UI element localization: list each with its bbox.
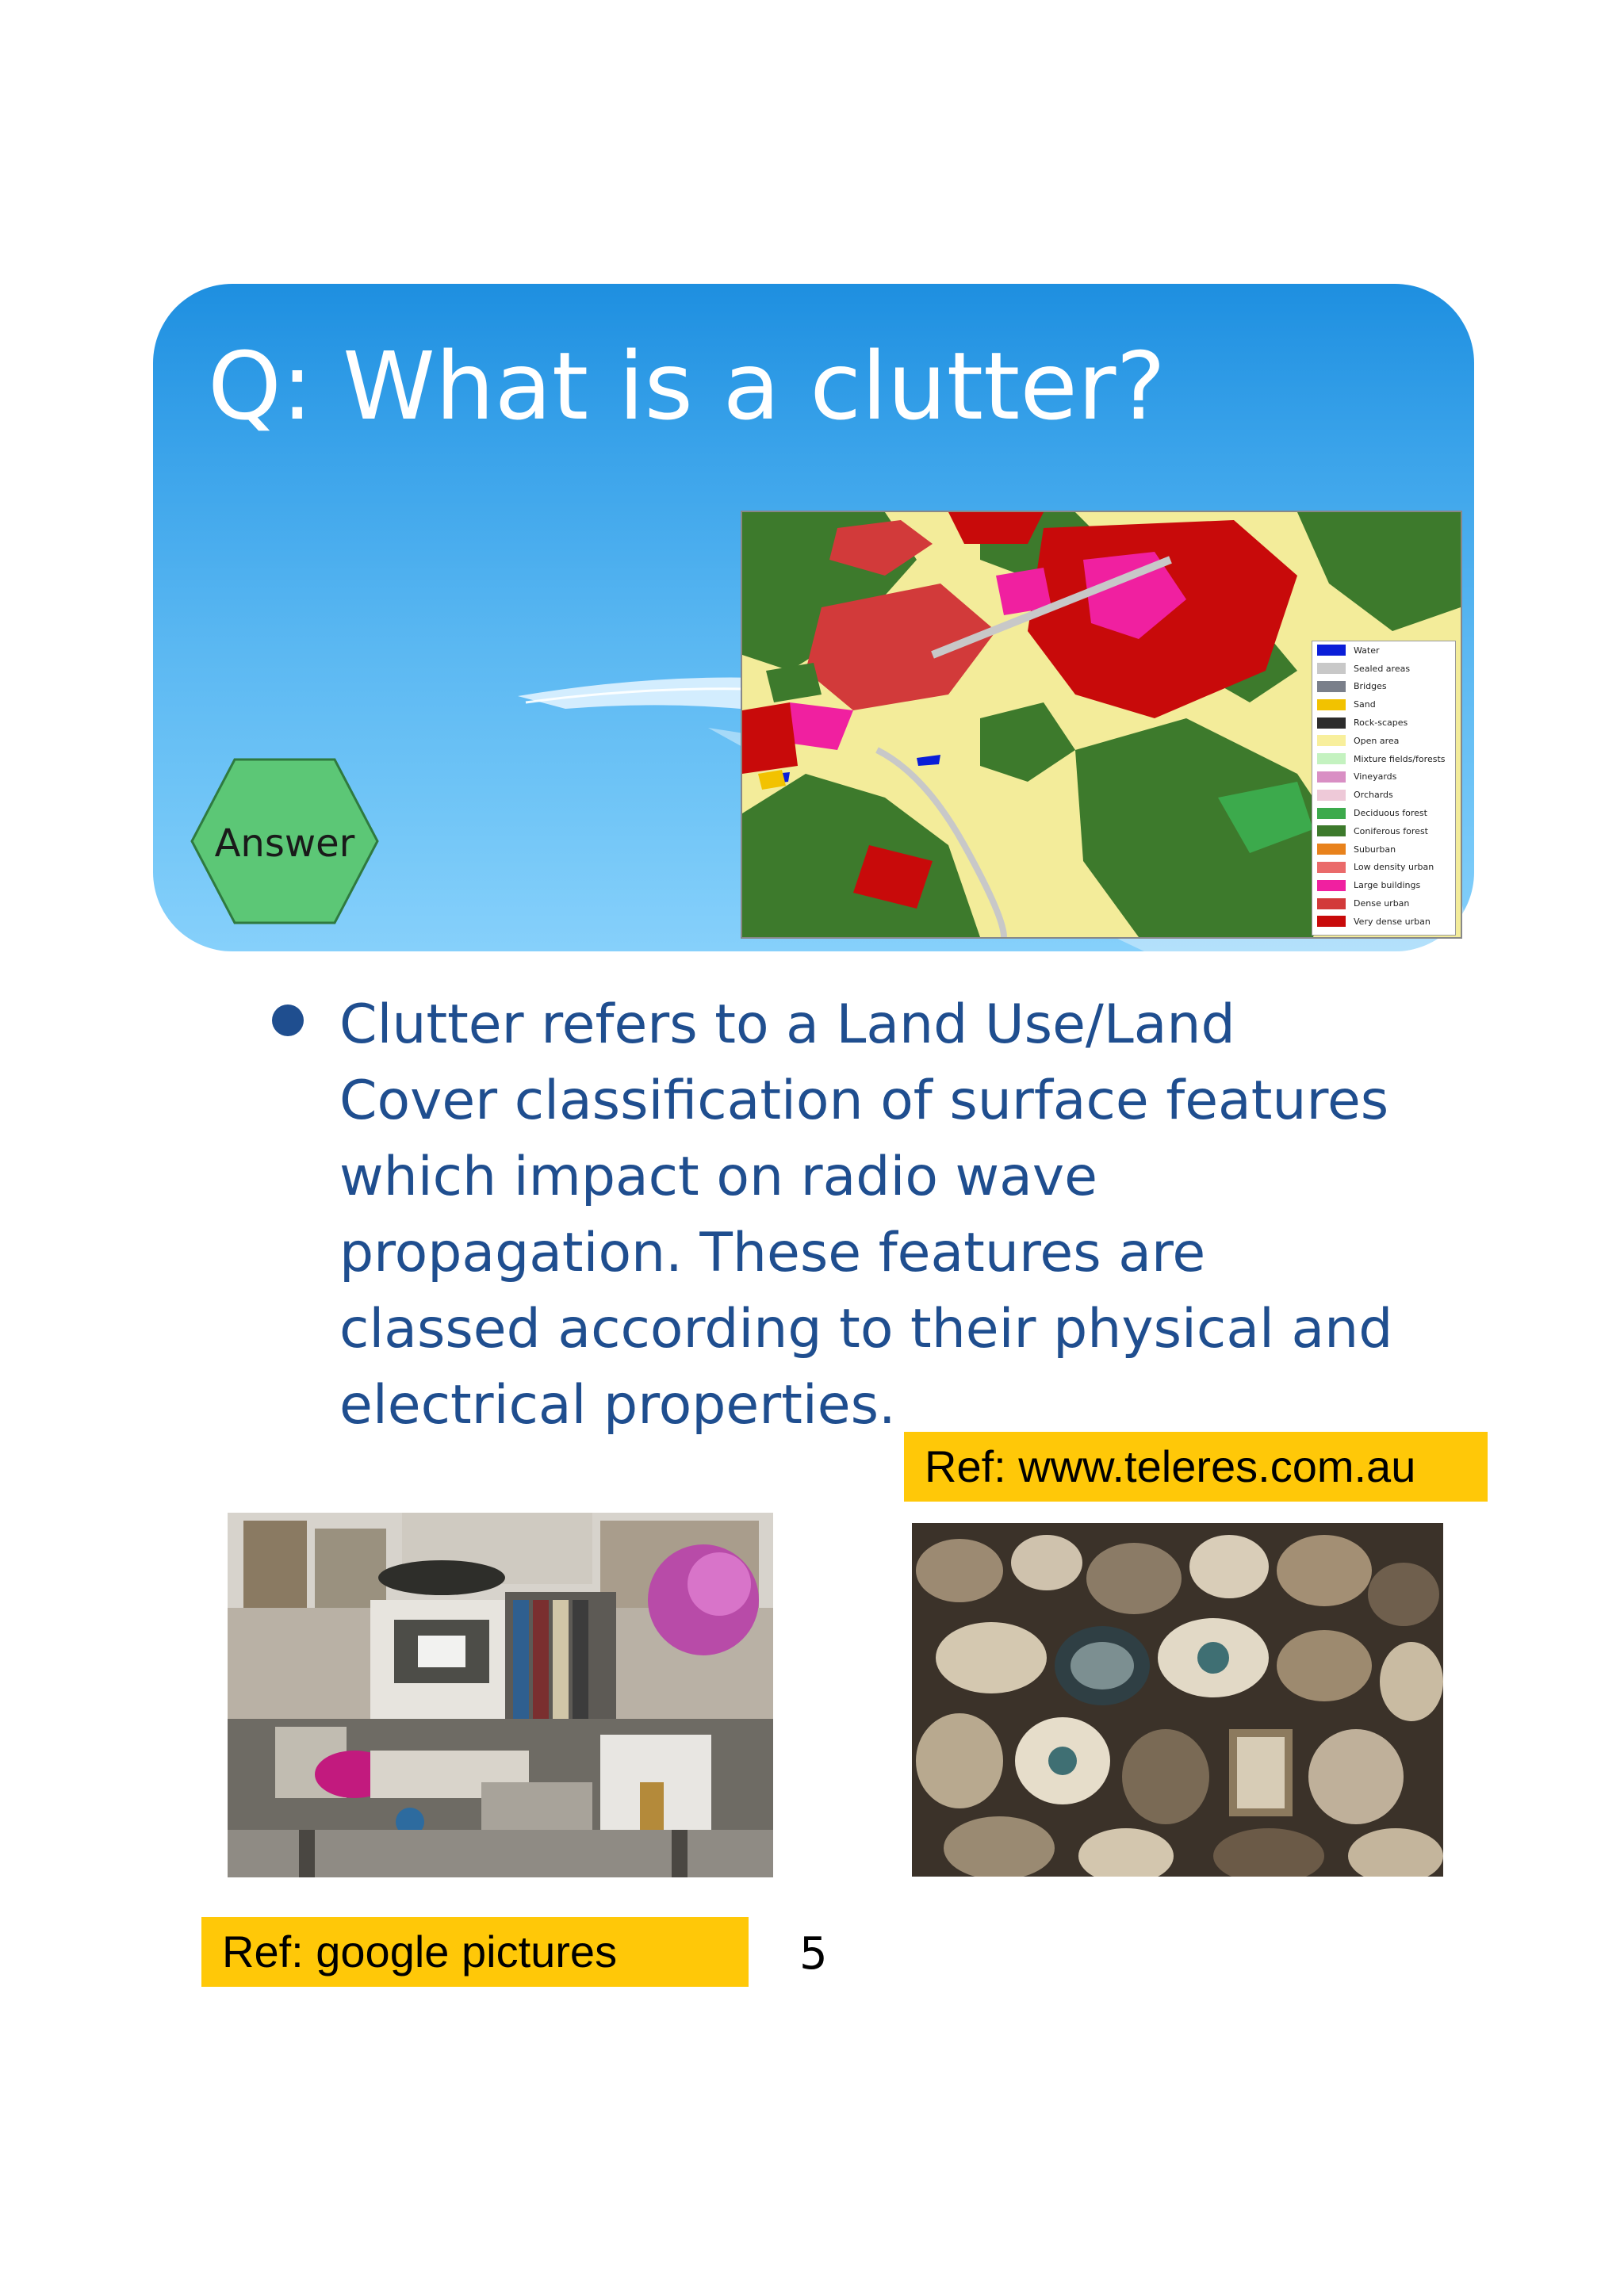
legend-swatch xyxy=(1317,735,1346,746)
legend-label: Deciduous forest xyxy=(1354,808,1427,819)
legend-label: Orchards xyxy=(1354,790,1393,801)
answer-label: Answer xyxy=(214,821,355,866)
legend-label: Dense urban xyxy=(1354,898,1410,909)
legend-label: Coniferous forest xyxy=(1354,825,1428,836)
page-number: 5 xyxy=(799,1928,828,1980)
legend-label: Bridges xyxy=(1354,681,1387,692)
reference-label-google: Ref: google pictures xyxy=(201,1917,749,1987)
legend-swatch xyxy=(1317,753,1346,764)
legend-entry xyxy=(1312,732,1455,750)
legend-swatch xyxy=(1317,771,1346,783)
legend-label: Vineyards xyxy=(1354,771,1397,783)
legend-entry xyxy=(1312,641,1455,660)
legend-swatch xyxy=(1317,880,1346,891)
legend-label: Sand xyxy=(1354,699,1376,710)
legend-swatch xyxy=(1317,898,1346,909)
antiques-clutter-photo xyxy=(912,1523,1443,1877)
legend-entry xyxy=(1312,822,1455,840)
legend-entry xyxy=(1312,660,1455,678)
legend-swatch xyxy=(1317,645,1346,656)
legend-label: Low density urban xyxy=(1354,862,1434,873)
legend-label: Sealed areas xyxy=(1354,663,1411,674)
bullet-text-line: electrical properties. xyxy=(339,1374,896,1437)
legend-label: Rock-scapes xyxy=(1354,718,1408,729)
bullet-text-line: which impact on radio wave xyxy=(339,1146,1097,1208)
map-legend xyxy=(1312,641,1456,936)
legend-swatch xyxy=(1317,825,1346,836)
cluttered-desk-photo xyxy=(228,1513,773,1877)
bullet-text xyxy=(339,987,1393,1444)
reference-label-teleres: Ref: www.teleres.com.au xyxy=(904,1432,1488,1502)
legend-entry xyxy=(1312,894,1455,913)
bullet-text-line: Clutter refers to a Land Use/Land xyxy=(339,993,1235,1056)
legend-swatch xyxy=(1317,663,1346,674)
legend-entry xyxy=(1312,876,1455,894)
legend-swatch xyxy=(1317,808,1346,819)
legend-label: Water xyxy=(1354,645,1380,656)
legend-label: Mixture fields/forests xyxy=(1354,753,1446,764)
bullet-text-line: classed according to their physical and xyxy=(339,1298,1393,1360)
bullet-text-line: Cover classification of surface features xyxy=(339,1070,1389,1132)
antiques-clutter-illustration xyxy=(912,1523,1443,1877)
bullet-text-line: propagation. These features are xyxy=(339,1222,1206,1284)
legend-swatch xyxy=(1317,790,1346,801)
legend-entry xyxy=(1312,859,1455,877)
legend-swatch xyxy=(1317,916,1346,927)
legend-entry xyxy=(1312,768,1455,786)
legend-label: Very dense urban xyxy=(1354,916,1431,927)
legend-entry xyxy=(1312,750,1455,768)
legend-entry xyxy=(1312,913,1455,931)
legend-label: Open area xyxy=(1354,735,1400,746)
legend-entry xyxy=(1312,840,1455,859)
legend-swatch xyxy=(1317,844,1346,855)
legend-entry xyxy=(1312,695,1455,714)
legend-swatch xyxy=(1317,699,1346,710)
legend-swatch xyxy=(1317,862,1346,873)
legend-entry xyxy=(1312,786,1455,804)
legend-swatch xyxy=(1317,718,1346,729)
cluttered-desk-illustration xyxy=(228,1513,773,1877)
bullet-dot xyxy=(272,1004,304,1036)
legend-entry xyxy=(1312,678,1455,696)
slide-title: Q: What is a clutter? xyxy=(208,331,1166,441)
legend-entry xyxy=(1312,804,1455,822)
legend-entry xyxy=(1312,714,1455,732)
legend-label: Large buildings xyxy=(1354,880,1421,891)
legend-label: Suburban xyxy=(1354,844,1396,855)
legend-swatch xyxy=(1317,681,1346,692)
